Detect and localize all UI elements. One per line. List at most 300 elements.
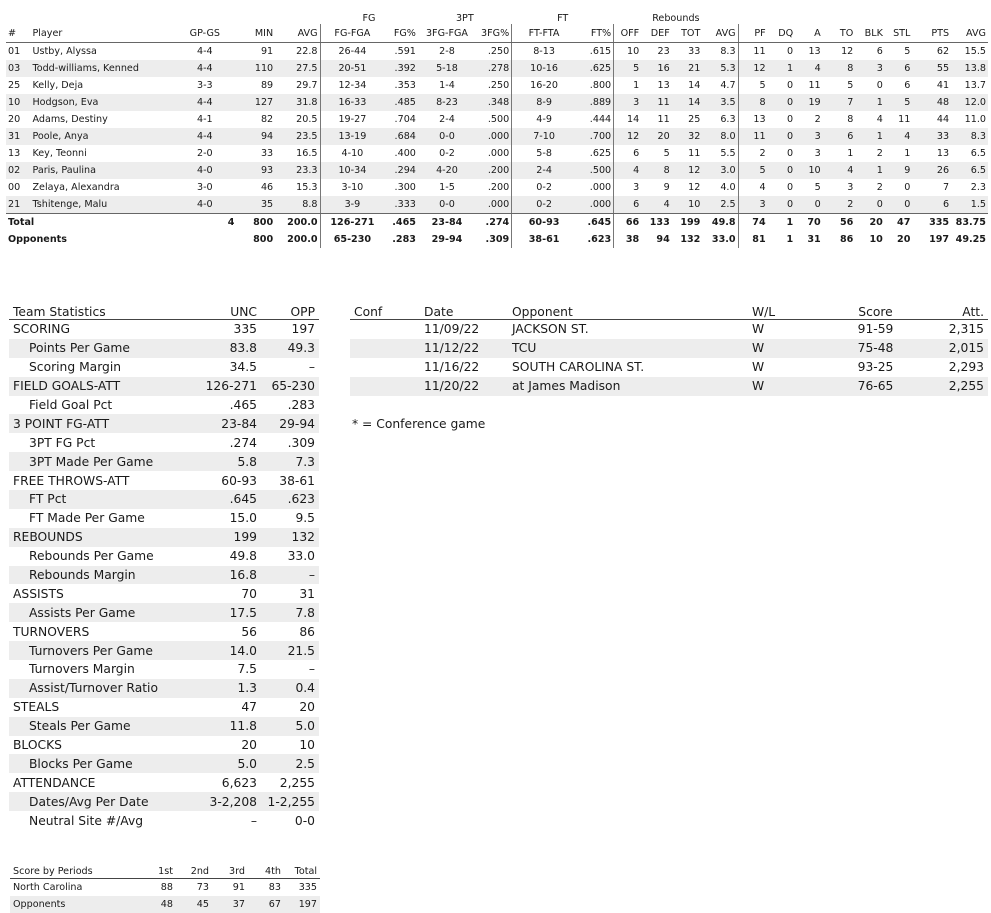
stat-label: FREE THROWS-ATT <box>13 473 130 488</box>
reb-avg-cell: 6.3 <box>720 114 736 125</box>
unc-value: 47 <box>241 700 257 715</box>
ft-pct-cell: .889 <box>576 94 614 111</box>
score-cell: 75-48 <box>833 339 918 358</box>
gp-gs-cell: 4-4 <box>173 128 236 145</box>
def-cell: 133 <box>649 217 670 228</box>
stl-cell: 0 <box>885 196 913 214</box>
pts-avg-cell: 6.5 <box>970 148 986 159</box>
unc-value: .465 <box>229 398 257 412</box>
player-row <box>6 128 988 145</box>
stat-label: Dates/Avg Per Date <box>9 792 199 811</box>
off-cell: 5 <box>614 60 642 77</box>
fg-fga-cell: 3-10 <box>320 179 384 196</box>
pts-cell: 33 <box>912 128 951 145</box>
fg-fga-cell: 10-34 <box>320 162 384 179</box>
min-cell: 33 <box>260 148 274 159</box>
tot-cell: 132 <box>680 234 701 245</box>
fg-fga-cell: 26-44 <box>320 43 384 61</box>
group-rebounds: Rebounds <box>652 13 700 24</box>
opp-value: – <box>261 566 319 585</box>
dq-cell: 0 <box>768 162 796 179</box>
3fg-pct-cell: .348 <box>476 94 512 111</box>
tot-cell: 14 <box>672 94 703 111</box>
group-header-row <box>6 10 988 24</box>
to-cell: 8 <box>823 60 856 77</box>
off-cell: 3 <box>614 179 642 196</box>
a-cell: 2 <box>814 114 821 125</box>
blk-cell: 1 <box>855 94 885 111</box>
gp-gs-cell: 4-1 <box>196 114 213 125</box>
opp-value: 21.5 <box>261 641 319 660</box>
player-row <box>6 179 988 196</box>
opp-value: 5.0 <box>261 717 319 736</box>
attendance-cell: 2,255 <box>918 377 988 396</box>
stl-header: STL <box>885 24 913 43</box>
team-stat-row <box>9 736 319 755</box>
stat-label: Blocks Per Game <box>9 754 199 773</box>
a-cell: 4 <box>795 60 823 77</box>
min-cell: 82 <box>260 114 274 125</box>
pts-avg-cell: 2.3 <box>970 182 986 193</box>
unc-value: 16.8 <box>199 566 261 585</box>
unc-value: 49.8 <box>229 549 257 564</box>
dq-cell: 1 <box>786 234 794 245</box>
unc-value: 83.8 <box>199 339 261 358</box>
gp-gs-cell <box>173 231 236 248</box>
date-cell: 11/16/22 <box>424 360 480 375</box>
stl-cell: 5 <box>885 94 913 111</box>
conf-cell <box>350 358 420 377</box>
pf-cell: 5 <box>738 77 768 94</box>
ft-pct-cell: .444 <box>589 114 612 125</box>
fg-fga-cell: 16-33 <box>320 94 384 111</box>
gp-gs-cell: 4-4 <box>173 60 236 77</box>
pf-cell: 13 <box>738 111 768 128</box>
opp-value: 1-2,255 <box>261 792 319 811</box>
unc-value: 335 <box>233 322 257 337</box>
dq-cell: 0 <box>768 94 796 111</box>
fg-pct-cell: .465 <box>392 217 416 228</box>
team-stat-row <box>9 584 319 603</box>
dq-cell: 0 <box>787 114 794 125</box>
off-cell: 38 <box>614 231 642 248</box>
ft-pct-cell: .645 <box>587 217 612 228</box>
3fg-fga-cell: 2-4 <box>439 114 455 125</box>
fg-pct-cell: .392 <box>384 60 418 77</box>
attendance-cell: 2,293 <box>948 360 984 375</box>
min-avg-cell: 22.8 <box>296 46 318 57</box>
ft-pct-cell: .615 <box>589 46 612 57</box>
period-score: 67 <box>248 896 284 913</box>
unc-value: 5.0 <box>199 754 261 773</box>
blk-cell: 6 <box>876 46 883 57</box>
tot-cell: 12 <box>672 162 703 179</box>
number-cell: 00 <box>8 182 21 193</box>
number-cell: 13 <box>8 148 21 159</box>
fg-pct-cell: .704 <box>394 114 416 125</box>
3fg-pct-cell: .500 <box>487 114 510 125</box>
off-cell: 14 <box>614 111 642 128</box>
dq-cell: 0 <box>787 80 794 91</box>
unc-value: 126-271 <box>199 377 261 396</box>
tot-header: TOT <box>672 24 703 43</box>
pf-cell: 2 <box>738 145 768 162</box>
a-cell: 70 <box>807 217 821 228</box>
3fg-fga-header: 3FG-FGA <box>418 24 476 43</box>
date-header: Date <box>420 304 508 320</box>
reb-avg-cell: 8.3 <box>720 46 736 57</box>
stat-label: Rebounds Margin <box>9 566 199 585</box>
unc-value: 199 <box>199 528 261 547</box>
player-cell <box>30 214 173 232</box>
to-cell: 6 <box>823 128 856 145</box>
gp-gs-cell: 4-0 <box>173 162 236 179</box>
def-cell: 16 <box>641 60 672 77</box>
unc-value: 6,623 <box>221 775 257 790</box>
player-cell: Paris, Paulina <box>30 162 173 179</box>
team-stat-row <box>9 811 319 830</box>
3fg-fga-cell: 1-4 <box>439 80 455 91</box>
fg-fga-cell: 3-9 <box>320 196 384 214</box>
fg-fga-cell: 65-230 <box>320 231 384 248</box>
min-avg-cell: 200.0 <box>287 234 318 245</box>
game-row <box>350 320 988 339</box>
team-stat-row <box>9 622 319 641</box>
ft-pct-cell: .800 <box>589 80 612 91</box>
periods-row <box>10 879 320 897</box>
opponent-cell: at James Madison <box>508 377 748 396</box>
pf-cell: 4 <box>738 179 768 196</box>
reb-avg-cell: 33.0 <box>711 234 736 245</box>
game-row <box>350 377 988 396</box>
fg-fga-cell: 12-34 <box>320 77 384 94</box>
unc-value: 56 <box>241 624 257 639</box>
stat-label: Turnovers Per Game <box>9 641 199 660</box>
pts-cell: 6 <box>912 196 951 214</box>
score-cell: 76-65 <box>833 377 918 396</box>
reb-avg-cell: 49.8 <box>711 217 736 228</box>
conf-header: Conf <box>350 304 420 320</box>
stat-label: ATTENDANCE <box>13 775 96 790</box>
stl-cell: 4 <box>885 128 913 145</box>
period-score: 91 <box>232 882 245 893</box>
ft-fta-header: FT-FTA <box>512 24 576 43</box>
stat-label: 3PT FG Pct <box>29 435 96 450</box>
fg-pct-cell: .353 <box>394 80 416 91</box>
gp-gs-cell: 4-0 <box>173 196 236 214</box>
fg-fga-cell: 126-271 <box>320 214 384 232</box>
fg-pct-cell: .485 <box>384 94 418 111</box>
min-cell: 91 <box>260 46 274 57</box>
gp-gs-cell: 3-3 <box>196 80 213 91</box>
unc-value: 60-93 <box>221 473 257 488</box>
team-stat-row <box>9 717 319 736</box>
min-cell: 89 <box>260 80 274 91</box>
off-cell: 4 <box>614 162 642 179</box>
unc-value: 17.5 <box>199 603 261 622</box>
fg-fga-header: FG-FGA <box>320 24 384 43</box>
opponent-cell: SOUTH CAROLINA ST. <box>512 360 645 375</box>
to-cell: 86 <box>839 234 854 245</box>
unc-value: 7.5 <box>237 662 257 677</box>
fg-pct-header: FG% <box>384 24 418 43</box>
fg-fga-cell: 19-27 <box>320 111 384 128</box>
unc-value: – <box>250 813 257 828</box>
game-row <box>350 358 988 377</box>
3fg-fga-cell: 1-5 <box>439 182 455 193</box>
to-cell: 1 <box>847 148 854 159</box>
player-header: Player <box>30 24 173 43</box>
periods-row <box>10 896 320 913</box>
min-avg-cell: 23.3 <box>275 162 320 179</box>
team-stat-row <box>9 339 319 358</box>
tot-cell: 21 <box>672 60 703 77</box>
opponent-cell: JACKSON ST. <box>512 322 589 337</box>
def-cell: 23 <box>657 46 670 57</box>
stat-label: Assists Per Game <box>9 603 199 622</box>
blk-cell: 0 <box>855 196 885 214</box>
unc-value: .274 <box>229 435 257 450</box>
schedule-table <box>350 304 988 396</box>
stat-label: BLOCKS <box>13 738 62 753</box>
gp-gs-header: GP-GS <box>173 24 236 43</box>
team-stat-row <box>9 490 319 509</box>
tot-cell: 11 <box>688 148 701 159</box>
result-cell: W <box>752 322 765 337</box>
min-avg-cell: 15.3 <box>296 182 318 193</box>
pts-avg-cell: 12.0 <box>951 94 988 111</box>
team-stat-row <box>9 754 319 773</box>
team-stat-row <box>9 773 319 792</box>
stat-label: 3PT Made Per Game <box>9 452 199 471</box>
off-cell: 3 <box>614 94 642 111</box>
fg-fga-cell: 4-10 <box>320 145 384 162</box>
total-row <box>6 214 988 232</box>
min-cell: 93 <box>236 162 275 179</box>
fg-pct-cell: .283 <box>392 234 416 245</box>
blk-cell: 0 <box>876 80 883 91</box>
tot-cell: 12 <box>688 182 701 193</box>
min-cell: 127 <box>236 94 275 111</box>
stat-label: SCORING <box>13 322 70 337</box>
team-stat-row <box>9 471 319 490</box>
opp-value: 20 <box>299 700 315 715</box>
conference-game-note: * = Conference game <box>352 417 486 431</box>
score-cell: 91-59 <box>857 322 894 337</box>
ft-fta-cell: 2-4 <box>512 162 576 179</box>
period-score: 45 <box>176 896 212 913</box>
unc-value: 15.0 <box>229 511 257 526</box>
reb-avg-cell: 5.5 <box>720 148 736 159</box>
pts-cell: 48 <box>912 94 951 111</box>
team-stat-row <box>9 452 319 471</box>
opp-value: 7.8 <box>261 603 319 622</box>
team-stat-row <box>9 528 319 547</box>
opponents-row <box>6 231 988 248</box>
team-stat-row <box>9 792 319 811</box>
gp-gs-cell: 4 <box>227 217 235 228</box>
fg-pct-cell: .400 <box>394 148 416 159</box>
opp-value: .283 <box>287 398 315 412</box>
stat-label: Rebounds Per Game <box>29 549 154 564</box>
blk-cell: 3 <box>855 60 885 77</box>
stl-cell: 9 <box>885 162 913 179</box>
team-stat-row <box>9 679 319 698</box>
blk-cell: 20 <box>869 217 883 228</box>
3fg-fga-cell: 29-94 <box>431 234 463 245</box>
period-score: 83 <box>268 882 281 893</box>
stl-cell: 11 <box>898 114 911 125</box>
pts-header: PTS <box>912 24 951 43</box>
period-score: 335 <box>298 882 317 893</box>
player-cell: Todd-williams, Kenned <box>30 60 173 77</box>
blk-cell: 1 <box>855 128 885 145</box>
stat-label: 3 POINT FG-ATT <box>9 414 199 433</box>
def-cell: 4 <box>641 196 672 214</box>
date-cell: 11/20/22 <box>420 377 508 396</box>
ft-fta-cell: 38-61 <box>512 231 576 248</box>
pts-cell: 335 <box>929 217 950 228</box>
to-cell: 56 <box>839 217 854 228</box>
team-stat-row <box>9 698 319 717</box>
team-name: North Carolina <box>13 882 83 893</box>
3fg-pct-cell: .000 <box>476 128 512 145</box>
unc-column-header: UNC <box>199 304 261 320</box>
off-cell: 66 <box>614 214 642 232</box>
number-cell: 21 <box>6 196 30 214</box>
opp-value: 9.5 <box>295 511 315 526</box>
min-header: MIN <box>236 24 275 43</box>
fg-fga-cell: 20-51 <box>320 60 384 77</box>
team-name: Opponents <box>10 896 140 913</box>
def-cell: 9 <box>663 182 670 193</box>
period-2-header: 2nd <box>176 864 212 879</box>
stl-cell: 20 <box>897 234 911 245</box>
stat-label: Neutral Site #/Avg <box>29 813 144 828</box>
stat-label: REBOUNDS <box>9 528 199 547</box>
a-cell: 10 <box>795 162 823 179</box>
3fg-pct-cell: .200 <box>476 162 512 179</box>
ft-fta-cell: 8-13 <box>512 43 576 61</box>
unc-value: 3-2,208 <box>199 792 261 811</box>
group-fg: FG <box>362 13 376 24</box>
result-cell: W <box>752 360 765 375</box>
ft-fta-cell: 4-9 <box>512 111 576 128</box>
ft-fta-cell: 5-8 <box>512 145 576 162</box>
player-cell: Kelly, Deja <box>32 80 84 91</box>
periods-header-row <box>10 864 320 879</box>
to-cell: 7 <box>823 94 856 111</box>
score-cell: 93-25 <box>857 360 894 375</box>
to-cell: 4 <box>823 162 856 179</box>
reb-avg-cell: 2.5 <box>702 196 738 214</box>
min-cell: 46 <box>260 182 274 193</box>
min-avg-cell: 20.5 <box>296 114 318 125</box>
pts-avg-cell: 11.0 <box>964 114 986 125</box>
player-row <box>6 145 988 162</box>
ft-pct-header: FT% <box>576 24 614 43</box>
dq-cell: 1 <box>786 217 794 228</box>
opp-value: .623 <box>261 490 319 509</box>
opponent-header: Opponent <box>508 304 748 320</box>
tot-cell: 10 <box>672 196 703 214</box>
3fg-fga-cell: 23-84 <box>431 217 463 228</box>
player-row <box>6 162 988 179</box>
team-stat-row <box>9 320 319 339</box>
opp-value: 132 <box>261 528 319 547</box>
attendance-header: Att. <box>918 304 988 320</box>
3fg-pct-cell: .250 <box>487 80 510 91</box>
gp-gs-cell: 4-4 <box>196 46 213 57</box>
opp-value: 31 <box>299 586 315 601</box>
group-ft: FT <box>557 13 569 24</box>
stl-cell: 5 <box>904 46 911 57</box>
team-stat-row <box>9 547 319 566</box>
reb-avg-cell: 4.0 <box>720 182 736 193</box>
opp-value: – <box>308 662 315 677</box>
ft-pct-cell: .000 <box>589 182 612 193</box>
blk-cell: 4 <box>876 114 883 125</box>
opp-value: 33.0 <box>287 549 315 564</box>
player-cell: Zelaya, Alexandra <box>32 182 120 193</box>
pts-avg-cell: 15.5 <box>964 46 986 57</box>
a-cell: 11 <box>808 80 821 91</box>
player-cell: Hodgson, Eva <box>30 94 173 111</box>
stat-label: Scoring Margin <box>29 360 122 375</box>
def-cell: 13 <box>657 80 670 91</box>
dq-cell: 0 <box>768 196 796 214</box>
dq-cell: 0 <box>787 182 794 193</box>
opp-value: 49.3 <box>261 339 319 358</box>
ft-fta-cell: 16-20 <box>512 77 576 94</box>
min-avg-cell: 31.8 <box>275 94 320 111</box>
attendance-cell: 2,315 <box>948 322 984 337</box>
player-cell: Key, Teonni <box>32 148 87 159</box>
team-stat-row <box>9 566 319 585</box>
opp-value: .309 <box>287 435 315 450</box>
ft-pct-cell: .623 <box>587 234 612 245</box>
off-cell: 10 <box>614 43 642 61</box>
off-cell: 6 <box>614 145 642 162</box>
ft-fta-cell: 10-16 <box>512 60 576 77</box>
stat-label: TURNOVERS <box>13 624 90 639</box>
team-stat-row <box>9 641 319 660</box>
stat-label: Turnovers Margin <box>29 662 135 677</box>
team-stat-row <box>9 433 319 452</box>
number-header: # <box>6 24 30 43</box>
pts-avg-cell: 83.75 <box>955 217 986 228</box>
team-stat-row <box>9 603 319 622</box>
opp-value: 2,255 <box>279 775 315 790</box>
score-header: Score <box>833 304 918 320</box>
pts-cell: 13 <box>936 148 950 159</box>
ft-fta-cell: 7-10 <box>512 128 576 145</box>
stat-label: Field Goal Pct <box>29 398 113 412</box>
to-cell: 8 <box>847 114 854 125</box>
blk-cell: 2 <box>876 182 883 193</box>
gp-gs-cell: 2-0 <box>196 148 213 159</box>
pf-cell: 11 <box>738 43 768 61</box>
tot-cell: 25 <box>688 114 701 125</box>
periods-title: Score by Periods <box>10 864 140 879</box>
pf-cell: 81 <box>738 231 768 248</box>
stl-cell: 1 <box>904 148 911 159</box>
period-score: 48 <box>140 896 176 913</box>
result-cell: W <box>748 339 833 358</box>
opp-value: 7.3 <box>261 452 319 471</box>
player-row <box>6 77 988 94</box>
number-cell: 25 <box>8 80 21 91</box>
